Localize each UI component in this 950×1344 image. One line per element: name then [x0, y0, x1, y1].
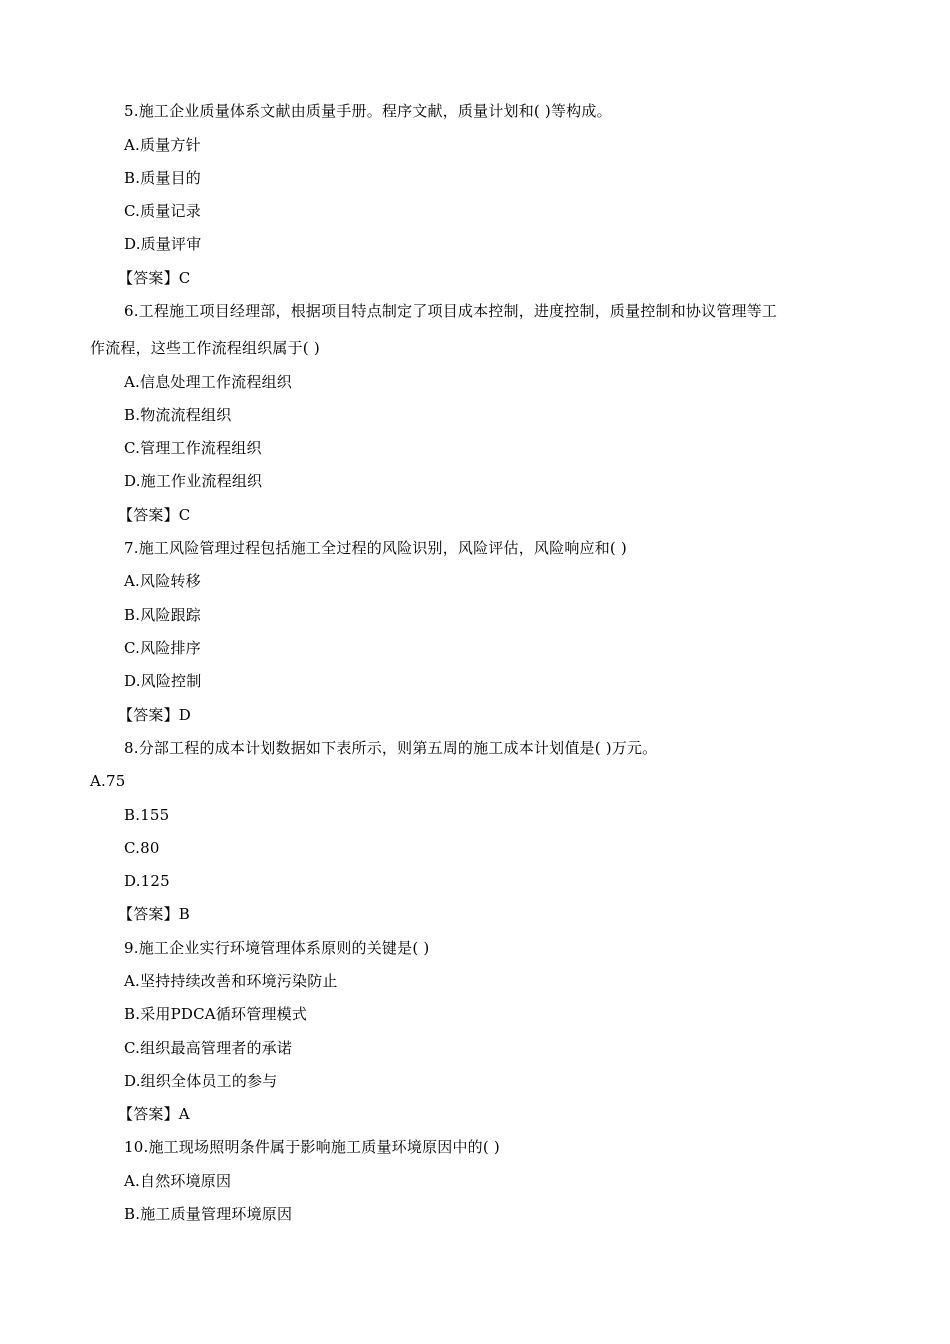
question-9-option-a: A.坚持持续改善和环境污染防止: [124, 972, 338, 990]
question-9-option-c: C.组织最高管理者的承诺: [124, 1039, 293, 1057]
question-5-option-a: A.质量方针: [124, 136, 201, 154]
question-9-answer: 【答案】A: [118, 1105, 190, 1123]
question-9-stem: 9.施工企业实行环境管理体系原则的关键是( ): [124, 939, 430, 957]
question-7-option-c: C.风险排序: [124, 639, 201, 657]
question-9-option-d: D.组织全体员工的参与: [124, 1072, 278, 1090]
question-8-answer: 【答案】B: [118, 905, 191, 923]
question-6-answer: 【答案】C: [118, 506, 191, 524]
question-5-answer: 【答案】C: [118, 269, 191, 287]
question-6-option-d: D.施工作业流程组织: [124, 472, 263, 490]
question-7-answer: 【答案】D: [118, 706, 192, 724]
question-7-stem: 7.施工风险管理过程包括施工全过程的风险识别，风险评估，风险响应和( ): [124, 539, 627, 557]
question-6-option-c: C.管理工作流程组织: [124, 439, 262, 457]
question-9-option-b: B.采用PDCA循环管理模式: [124, 1005, 308, 1023]
question-7-option-a: A.风险转移: [124, 572, 201, 590]
question-7-option-b: B.风险跟踪: [124, 606, 201, 624]
question-10-option-b: B.施工质量管理环境原因: [124, 1205, 293, 1223]
question-5-option-b: B.质量目的: [124, 169, 201, 187]
question-10-stem: 10.施工现场照明条件属于影响施工质量环境原因中的( ): [124, 1138, 500, 1156]
question-8-option-d: D.125: [124, 872, 170, 890]
question-5-stem: 5.施工企业质量体系文献由质量手册。程序文献，质量计划和( )等构成。: [124, 102, 612, 120]
question-10-option-a: A.自然环境原因: [124, 1172, 232, 1190]
question-6-stem-line-2: 作流程，这些工作流程组织属于( ): [90, 339, 320, 357]
question-8-option-a: A.75: [90, 772, 126, 790]
question-6-option-a: A.信息处理工作流程组织: [124, 373, 293, 391]
question-5-option-c: C.质量记录: [124, 202, 201, 220]
question-7-option-d: D.风险控制: [124, 672, 202, 690]
question-8-stem: 8.分部工程的成本计划数据如下表所示，则第五周的施工成本计划值是( )万元。: [124, 739, 658, 757]
question-8-option-b: B.155: [124, 806, 170, 824]
question-8-option-c: C.80: [124, 839, 160, 857]
question-6-stem-line-1: 6.工程施工项目经理部，根据项目特点制定了项目成本控制，进度控制，质量控制和协议管理等工: [124, 302, 778, 320]
question-6-option-b: B.物流流程组织: [124, 406, 232, 424]
question-5-option-d: D.质量评审: [124, 235, 202, 253]
